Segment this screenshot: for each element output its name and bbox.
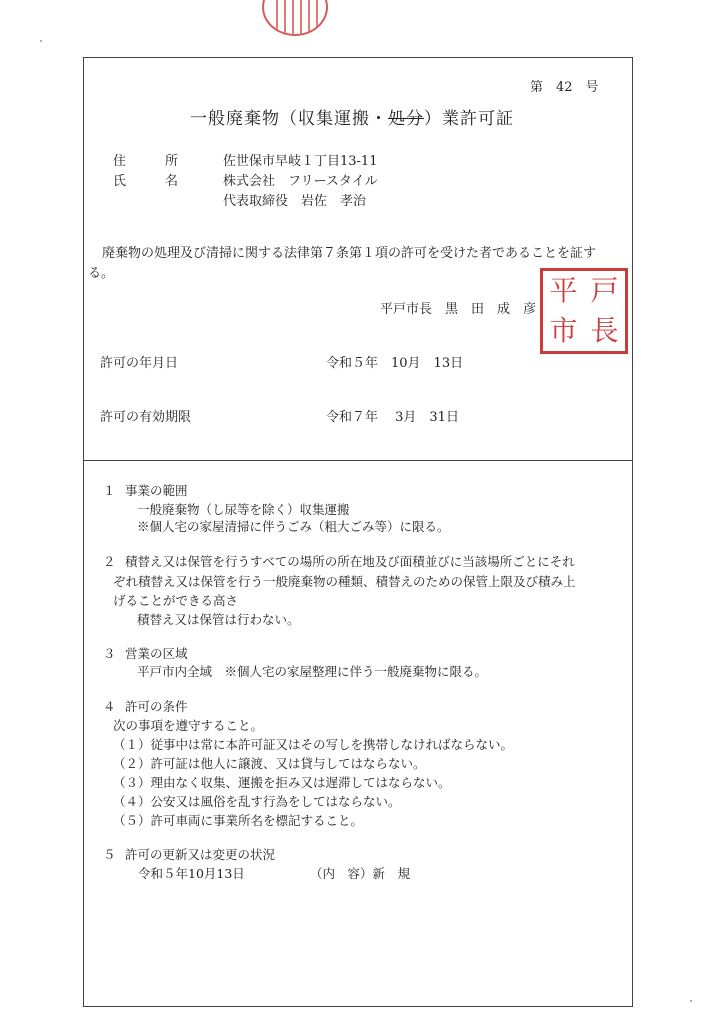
section-1-title: 事業の範囲 <box>125 483 188 498</box>
section-2-line: 積替え又は保管は行わない。 <box>137 612 300 627</box>
validity-label: 許可の有効期限 <box>100 410 192 425</box>
renewal-content: （内 容）新 規 <box>310 866 411 881</box>
official-seal <box>540 268 628 354</box>
certification-text-line1: 廃棄物の処理及び清掃に関する法律第７条第１項の許可を受けた者であることを証す <box>102 246 597 261</box>
section-1-line: 一般廃棄物（し尿等を除く）収集運搬 <box>137 502 350 517</box>
section-divider <box>83 460 632 461</box>
section-3-title: 営業の区域 <box>125 646 188 661</box>
section-5-title: 許可の更新又は変更の状況 <box>125 847 276 862</box>
section-2-line: 積替え又は保管を行うすべての場所の所在地及び面積並びに当該場所ごとにそれ <box>125 554 575 569</box>
condition-item: （１）従事中は常に本許可証又はその写しを携帯しなければならない。 <box>113 737 514 752</box>
section-2-number: ２ <box>103 554 116 569</box>
validity-value: 令和７年 3月 31日 <box>326 410 459 425</box>
condition-item: （２）許可証は他人に譲渡、又は貸与してはならない。 <box>113 756 426 771</box>
scan-speck <box>40 40 42 42</box>
certification-text-line2: る。 <box>88 266 115 281</box>
condition-item: （３）理由なく収集、運搬を拒み又は遅滞してはならない。 <box>113 775 451 790</box>
section-5-number: ５ <box>103 847 116 862</box>
section-4-title: 許可の条件 <box>125 699 188 714</box>
permit-date-label: 許可の年月日 <box>100 356 179 371</box>
condition-item: （４）公安又は風俗を乱す行為をしてはならない。 <box>113 794 401 809</box>
representative-name: 代表取締役 岩佐 孝治 <box>223 194 367 209</box>
company-name: 株式会社 フリースタイル <box>223 174 378 189</box>
address-label: 住 所 <box>113 154 179 169</box>
certificate-number: 第 42 号 <box>530 80 599 95</box>
seal-char: 戸 <box>590 274 619 307</box>
seal-char: 平 <box>549 274 578 307</box>
section-1-line: ※個人宅の家屋清掃に伴うごみ（粗大ごみ等）に限る。 <box>137 519 450 534</box>
scan-speck <box>690 1000 692 1002</box>
struck-text: 処分 <box>388 109 424 129</box>
section-4-number: ４ <box>103 699 116 714</box>
section-2-line: ぞれ積替え又は保管を行う一般廃棄物の種類、積替えのための保管上限及び積み上 <box>113 574 576 589</box>
section-3-number: ３ <box>103 646 116 661</box>
top-seal-stamp <box>262 0 328 36</box>
issuer-name: 平戸市長 黒 田 成 彦 <box>380 302 537 317</box>
section-3-line: 平戸市内全域 ※個人宅の家屋整理に伴う一般廃棄物に限る。 <box>137 664 488 679</box>
certificate-title: 一般廃棄物（収集運搬・処分）業許可証 <box>190 109 514 129</box>
seal-char: 長 <box>590 314 619 347</box>
seal-char: 市 <box>549 314 578 347</box>
address-value: 佐世保市早岐１丁目13-11 <box>223 154 378 169</box>
condition-item: （５）許可車両に事業所名を標記すること。 <box>113 813 364 828</box>
permit-date-value: 令和５年 10月 13日 <box>326 356 464 371</box>
section-4-intro: 次の事項を遵守すること。 <box>113 718 264 733</box>
name-label: 氏 名 <box>113 174 179 189</box>
section-1-number: １ <box>103 483 116 498</box>
section-2-line: げることができる高さ <box>113 593 239 608</box>
renewal-date: 令和５年10月13日 <box>138 866 245 881</box>
